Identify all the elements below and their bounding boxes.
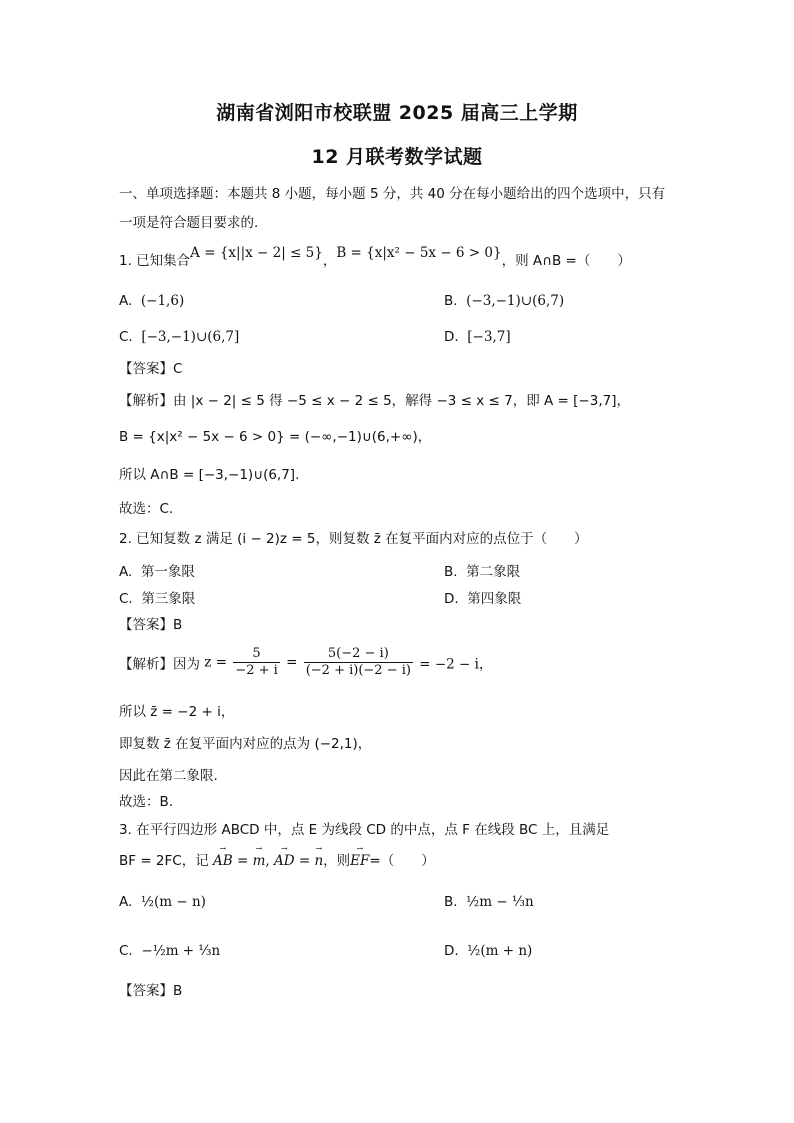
q1-option-c-value: [−3,−1)∪(6,7] (141, 329, 240, 345)
q2-option-a-value: 第一象限 (140, 564, 195, 580)
q3-option-c-label: C. (119, 943, 133, 959)
q1-stem (119, 245, 631, 270)
q3-vector-ad-label: AD (273, 853, 295, 869)
q3-vector-n: → n (314, 844, 324, 869)
q1-option-b (444, 292, 564, 310)
section-instruction-line1: 一、单项选择题：本题共 8 小题，每小题 5 分，共 40 分在每小题给出的四个选项中，只有 (119, 186, 666, 202)
q1-analysis-line3: 所以 A∩B = [−3,−1)∪(6,7]. (119, 467, 300, 483)
q1-sep: ， (322, 253, 337, 269)
q3-vector-n-label: n (314, 853, 324, 869)
q3-option-c (119, 942, 220, 960)
q1-option-c (119, 328, 239, 346)
q2-option-b-value: 第二象限 (466, 564, 521, 580)
q2-option-a (119, 563, 195, 581)
q3-vector-ef: → EF (350, 844, 370, 869)
q2-fraction-1-num: 5 (233, 646, 279, 663)
q3-option-d-label: D. (444, 943, 459, 959)
q3-option-a-value: ½(m − n) (140, 894, 206, 910)
q3-answer: 【答案】B (119, 983, 183, 999)
exam-title-line1: 湖南省浏阳市校联盟 2025 届高三上学期 (216, 102, 578, 124)
q2-analysis-line2: 所以 z̄ = −2 + i， (119, 704, 235, 720)
q2-fraction-2 (304, 646, 413, 679)
q3-stem-a: BF = 2FC，记 (119, 853, 209, 869)
q2-option-d-label: D. (444, 591, 459, 607)
q1-option-b-value: (−3,−1)∪(6,7) (466, 293, 565, 309)
q3-stem-line1: 3. 在平行四边形 ABCD 中，点 E 为线段 CD 的中点，点 F 在线段 BC 上，且满足 (119, 822, 610, 838)
q3-vector-m: → m (252, 844, 266, 869)
q1-option-a (119, 292, 184, 310)
q2-answer: 【答案】B (119, 617, 183, 633)
q1-option-b-label: B. (444, 293, 458, 309)
q1-tail: ，则 A∩B =（ ） (501, 253, 631, 269)
q3-option-a-label: A. (119, 894, 133, 910)
q3-option-c-value: −½m + ⅓n (141, 943, 221, 959)
q1-analysis-line2: B = {x|x² − 5x − 6 > 0} = (−∞,−1)∪(6,+∞)， (119, 429, 432, 445)
q1-option-d-label: D. (444, 329, 459, 345)
q2-analysis-lhs: z = (204, 654, 228, 671)
q3-vector-ad: → AD (273, 844, 295, 869)
q2-fraction-2-num: 5(−2 − i) (304, 646, 413, 663)
q3-option-b-label: B. (444, 894, 458, 910)
q2-analysis-line3: 即复数 z̄ 在复平面内对应的点为 (−2,1)， (119, 736, 372, 752)
q2-option-d (444, 590, 521, 608)
q2-analysis-formula: 【解析】因为 z = $\frac{5}{-2 + i}$ = $\frac{5(-2 - i)}{(-2 + i)(-2 - i)}$ = −2 − i， (119, 646, 493, 678)
q1-option-d (444, 328, 511, 346)
q2-option-d-value: 第四象限 (467, 591, 522, 607)
q2-option-c-value: 第三象限 (141, 591, 196, 607)
q2-analysis-rhs: = −2 − i， (419, 656, 493, 673)
q2-option-c-label: C. (119, 591, 133, 607)
q2-analysis-line5: 故选：B. (119, 794, 174, 810)
q3-option-a (119, 893, 206, 911)
q3-option-b-value: ½m − ⅓n (466, 894, 534, 910)
q1-option-a-label: A. (119, 293, 133, 309)
q2-fraction-1-den: −2 + i (235, 663, 278, 678)
q3-stem-c: =（ ） (369, 853, 435, 869)
q1-analysis-line4: 故选：C. (119, 501, 174, 517)
q2-option-b (444, 563, 520, 581)
q2-option-a-label: A. (119, 564, 133, 580)
q2-fraction-1 (233, 646, 279, 679)
exam-title-line2: 12 月联考数学试题 (311, 146, 483, 168)
q2-option-b-label: B. (444, 564, 458, 580)
q3-option-d-value: ½(m + n) (467, 943, 533, 959)
q1-answer: 【答案】C (119, 361, 183, 377)
q1-analysis-line1: 【解析】由 |x − 2| ≤ 5 得 −5 ≤ x − 2 ≤ 5，解得 −3 ≤ x ≤ 7，即 A = [−3,7]， (119, 393, 630, 409)
q1-prefix: 1. 已知集合 (119, 253, 191, 269)
q3-option-d (444, 942, 532, 960)
q1-option-d-value: [−3,7] (467, 329, 511, 345)
q3-vector-ab-label: AB (213, 853, 233, 869)
q3-vector-m-label: m (252, 853, 266, 869)
q1-option-a-value: (−1,6) (140, 293, 185, 309)
q2-fraction-2-den: (−2 + i)(−2 − i) (305, 663, 411, 678)
q3-option-b (444, 893, 534, 911)
q3-stem-b: ，则 (323, 853, 351, 869)
section-instruction-line2: 一项是符合题目要求的. (119, 215, 259, 231)
q2-analysis-prefix: 【解析】因为 (119, 656, 200, 673)
q3-vector-ef-label: EF (350, 853, 370, 869)
q3-stem-line2: BF = 2FC，记 → AB = → m, → AD = → n，则 → EF=（ ） (119, 844, 435, 869)
q1-set-b: B = {x|x² − 5x − 6 > 0} (336, 245, 502, 261)
q2-option-c (119, 590, 195, 608)
q2-analysis-line4: 因此在第二象限. (119, 768, 218, 784)
q3-vector-ab: → AB (213, 844, 233, 869)
q1-set-a: A = {x||x − 2| ≤ 5} (190, 245, 323, 261)
q2-stem: 2. 已知复数 z 满足 (i − 2)z = 5，则复数 z̄ 在复平面内对应的点位于（ ） (119, 531, 588, 547)
q1-option-c-label: C. (119, 329, 133, 345)
